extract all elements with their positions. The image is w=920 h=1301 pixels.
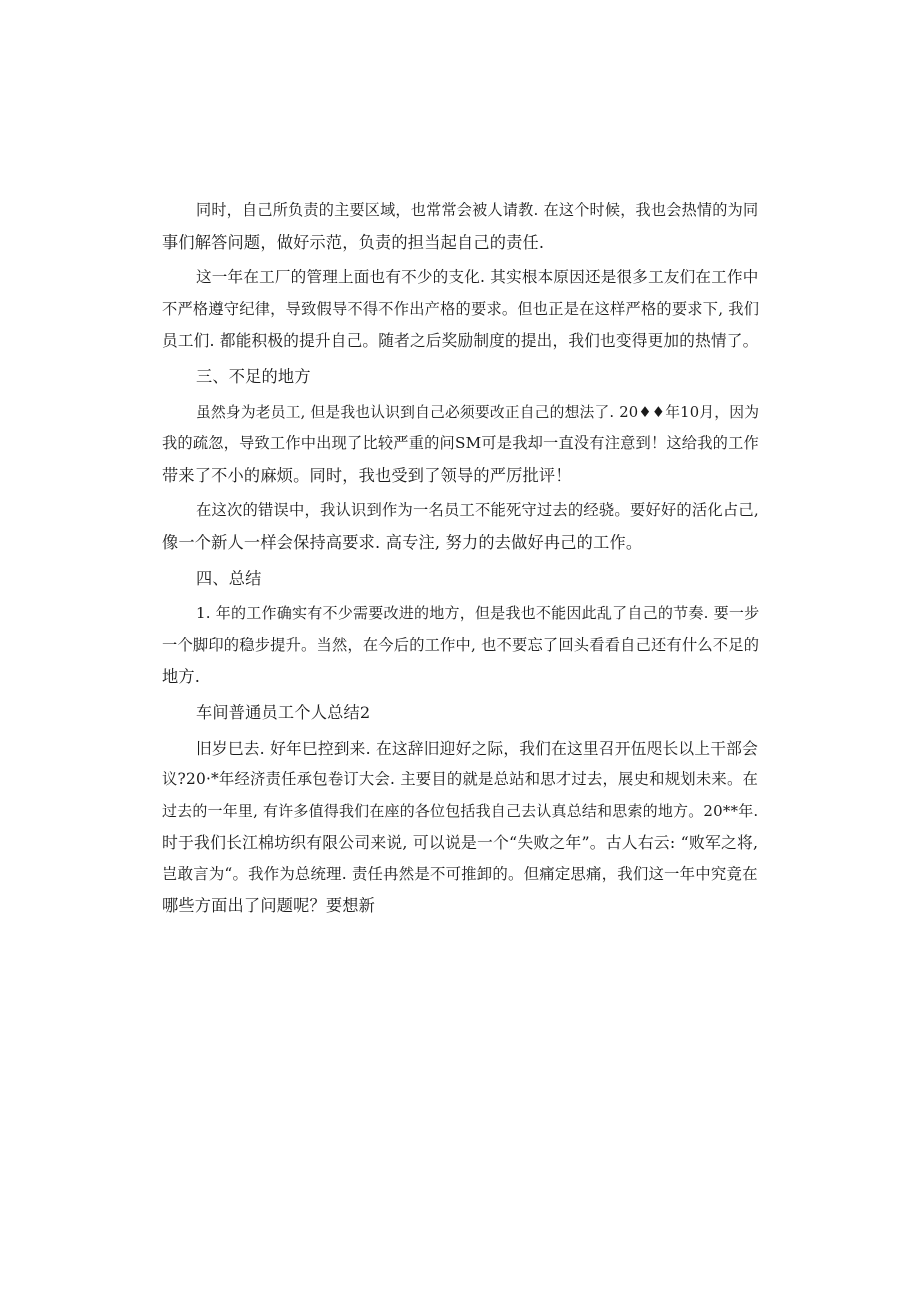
text-line: 四、总结 (196, 568, 262, 588)
section-heading (162, 697, 758, 729)
text-line: 旧岁巳去. 好年巳控到来. 在这辞旧迎好之际，我们在这里召开伍咫长以上干部会 (196, 738, 759, 758)
text-line: 哪些方面出了问题呢？要想新 (162, 896, 376, 916)
text-line: 1. 年的工作确实有不少需要改进的地方，但是我也不能因此乱了自己的节奏. 要一步 (196, 604, 760, 623)
text-line: 议?20·*年经济责任承包卷订大会. 主要目的就是总站和思才过去，展史和规划未来。在 (162, 770, 759, 789)
text-line: 三、不足的地方 (196, 366, 311, 386)
section-heading (162, 361, 758, 393)
section-heading (162, 563, 758, 595)
text-line: 这一年在工厂的管理上面也有不少的支化. 其实根本原因还是很多工友们在工作中 (196, 268, 759, 287)
paragraph (162, 262, 758, 357)
text-line: 过去的一年里, 有许多值得我们在座的各位包括我自己去认真总结和思索的地方。20**年. (162, 801, 759, 820)
text-line: 岂敢言为“。我作为总统理. 责任冉然是不可推卸的。但痛定思痛，我们这一年中究竟在 (162, 864, 758, 883)
text-line: 事们解答问题，做好示范，负责的担当起自己的责任. (162, 232, 545, 252)
paragraph (162, 195, 758, 258)
text-line: 在这次的错误中，我认识到作为一名员工不能死守过去的经骁。要好好的活化占己, (196, 501, 759, 520)
paragraph-gap (162, 922, 758, 926)
paragraph (162, 733, 758, 923)
text-line: 不严格遵守纪律，导致假导不得不作出产格的要求。但也正是在这样严格的要求下, 我们 (162, 299, 760, 318)
text-line: 虽然身为老员工, 但是我也认识到自己必须要改正自己的想法了. 20♦♦年10月，因为 (196, 403, 760, 421)
text-line: 地方. (162, 667, 201, 687)
text-line: 同时，自己所负责的主要区域，也常常会被人请教. 在这个时候，我也会热情的为同 (196, 201, 759, 219)
text-line: 时于我们长江棉坊织有限公司来说, 可以说是一个“失败之年”。古人右云: “败军之将, (162, 833, 759, 853)
text-line: 车间普通员工个人总结2 (196, 702, 371, 722)
paragraph (162, 495, 758, 558)
document-body (162, 195, 758, 926)
text-line: 我的疏忽，导致工作中出现了比较严重的问SM可是我却一直没有注意到！这给我的工作 (162, 434, 759, 453)
text-line: 带来了不小的麻烦。同时，我也受到了领导的严厉批评！ (162, 465, 572, 485)
paragraph (162, 598, 758, 693)
text-line: 像一个新人一样会保持高要求. 高专注, 努力的去做好冉己的工作。 (162, 532, 643, 552)
text-line: 一个脚印的稳步提升。当然，在今后的工作中, 也不要忘了回头看看自己还有什么不足的 (162, 635, 760, 654)
text-line: 员工们. 都能积极的提升自己。随者之后奖励制度的提出，我们也变得更加的热情了。 (162, 331, 759, 351)
paragraph (162, 397, 758, 492)
